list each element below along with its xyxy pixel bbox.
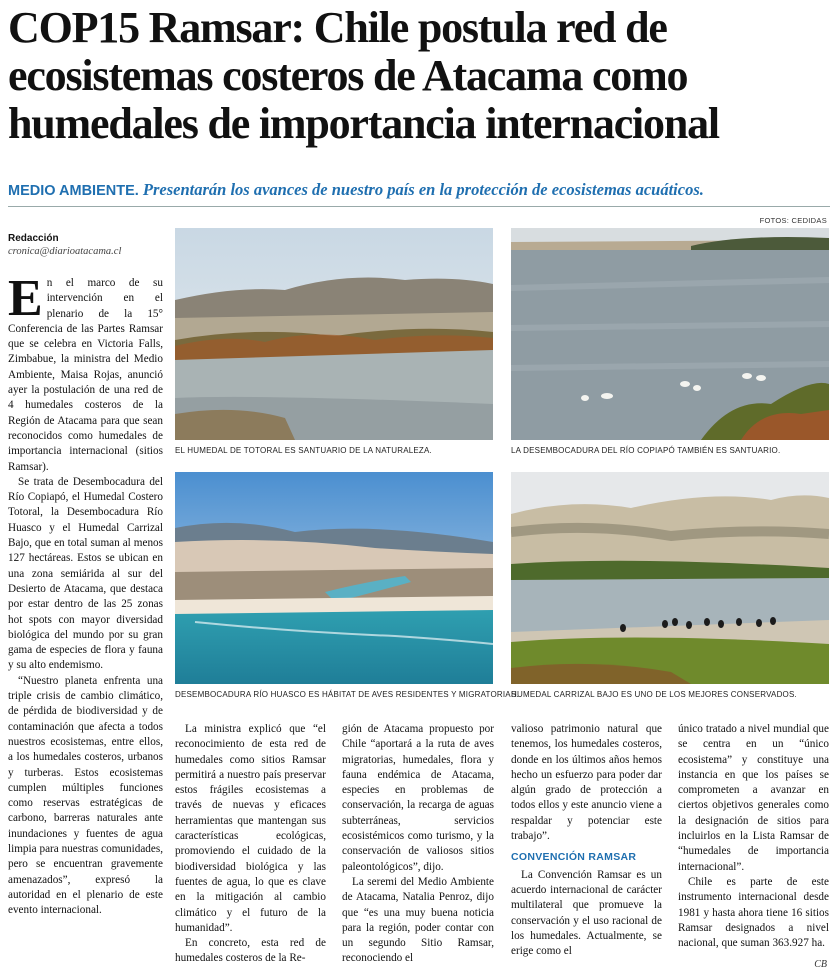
photo-caption: HUMEDAL CARRIZAL BAJO ES UNO DE LOS MEJORES CONSERVADOS. bbox=[511, 690, 797, 699]
article-paragraph: único tratado a nivel mundial que se centra en un “único ecosistema” y constituye una instancia en que los países se comprometen a avanzar en ciertos objetivos generales como la designación de sitios para incluirlos en la Lista Ramsar de “humedales de importancia internacional”. bbox=[678, 723, 829, 873]
article-paragraph: valioso patrimonio natural que tenemos, los humedales costeros, donde en los últimos años hemos hecho un esfuerzo para poder dar algún grado de protección a todos ellos y este anuncio viene a respaldar y potenciar este trabajo”. bbox=[511, 723, 662, 843]
article-paragraph: En concreto, esta red de humedales costeros de la Re- bbox=[175, 937, 326, 965]
photo-carrizal bbox=[511, 472, 829, 684]
article-paragraph: “Nuestro planeta enfrenta una triple crisis de cambio climático, de pérdida de biodiversidad y de contaminación que afecta a todos nuestros ecosistemas, entre ellos, a los humedales costeros, urbanos y turberas. Estos ecosistemas cumplen múltiples funciones como reservas estratégicas de carbono, barreras naturales ante inundaciones y fuentes de agua limpia para nuestras comunidades, pero se encuentran gravemente amenazados”, expresó la autoridad en el plenario de este evento internacional. bbox=[8, 674, 163, 917]
article-column-3 bbox=[342, 722, 494, 967]
article-column-2 bbox=[175, 722, 326, 967]
article-paragraph: La Convención Ramsar es un acuerdo internacional de carácter multilateral que promueve la conservación y el uso racional de los humedales. Actualmente, se erige como el bbox=[511, 868, 662, 958]
article-paragraph: gión de Atacama propuesto por Chile “aportará a la ruta de aves migratorias, humedales, flora y fauna endémica de Atacama, especies en problemas de conservación, la recarga de aguas subterráneas, servicios ecosistémicos como turismo, y la conservación de valiosos sitios paleontológicos”, dijo. bbox=[342, 723, 494, 873]
signature-mark: CB bbox=[814, 959, 827, 970]
article-paragraph: Chile es parte de este instrumento internacional desde 1981 y hasta ahora tiene 16 sitios Ramsar designados a nivel nacional, que suman 363.927 ha. bbox=[678, 875, 829, 950]
headline: COP15 Ramsar: Chile postula red de ecosistemas costeros de Atacama como humedales de importancia internacional bbox=[8, 3, 719, 148]
article-column-4 bbox=[511, 722, 662, 959]
photo-huasco bbox=[175, 472, 493, 684]
byline-email: cronica@diarioatacama.cl bbox=[8, 246, 122, 257]
article-paragraph: En el marco de su intervención en el plenario de la 15° Conferencia de las Partes Ramsar que se celebra en Victoria Falls, Zimbabue, la ministra del Medio Ambiente, Maisa Rojas, anunció ayer la postulación de una red de 4 humedales costeros de la Región de Atacama para que sean reconocidos como humedales de importancia internacional (sitios Ramsar). bbox=[8, 270, 163, 473]
subtitle: Presentarán los avances de nuestro país en la protección de ecosistemas acuáticos. bbox=[142, 180, 704, 199]
photo-credit: FOTOS: CEDIDAS bbox=[759, 216, 827, 225]
photo-copiapo bbox=[511, 228, 829, 440]
article-paragraph: Se trata de Desembocadura del Río Copiapó, el Humedal Costero Totoral, la Desembocadura Río Huasco y el Humedal Carrizal Bajo, que en total suman al menos 127 hectáreas. Estos se ubican en una zona semiárida al sur del Desierto de Atacama, que destaca por estar dentro de las 25 zonas hot spots con mayor diversidad biológica del mundo por su gran gama de especies de flora y fauna y su alto endemismo. bbox=[8, 475, 163, 672]
article-paragraph: La ministra explicó que “el reconocimiento de esta red de humedales como sitios Ramsar permitirá a nuestro país preservar estos frágiles ecosistemas a través de nuevas y eficaces herramientas que mantengan sus características ecológicas, promoviendo el cuidado de la biodiversidad biológica y las fuentes de agua, lo que es clave en la mitigación al cambio climático y el futuro de la humanidad”. bbox=[175, 723, 326, 934]
subheading: CONVENCIÓN RAMSAR bbox=[511, 851, 637, 864]
article-column-5 bbox=[678, 722, 829, 951]
photo-caption: EL HUMEDAL DE TOTORAL ES SANTUARIO DE LA NATURALEZA. bbox=[175, 446, 432, 455]
photo-caption: LA DESEMBOCADURA DEL RÍO COPIAPÓ TAMBIÉN ES SANTUARIO. bbox=[511, 446, 781, 455]
photo-totoral bbox=[175, 228, 493, 440]
article-column-1 bbox=[8, 270, 163, 918]
section-label: MEDIO AMBIENTE. bbox=[8, 183, 139, 199]
deck bbox=[8, 180, 830, 201]
byline bbox=[8, 232, 168, 258]
photo-caption: DESEMBOCADURA RÍO HUASCO ES HÁBITAT DE AVES RESIDENTES Y MIGRATORIAS. bbox=[175, 690, 519, 699]
article-paragraph: La seremi del Medio Ambiente de Atacama, Natalia Penroz, dijo que “es una muy buena noticia para la región, poder contar con un segundo Sitio Ramsar, reconociendo el bbox=[342, 875, 494, 965]
byline-author: Redacción bbox=[8, 233, 59, 244]
divider bbox=[8, 206, 830, 207]
dropcap: E bbox=[8, 270, 43, 327]
